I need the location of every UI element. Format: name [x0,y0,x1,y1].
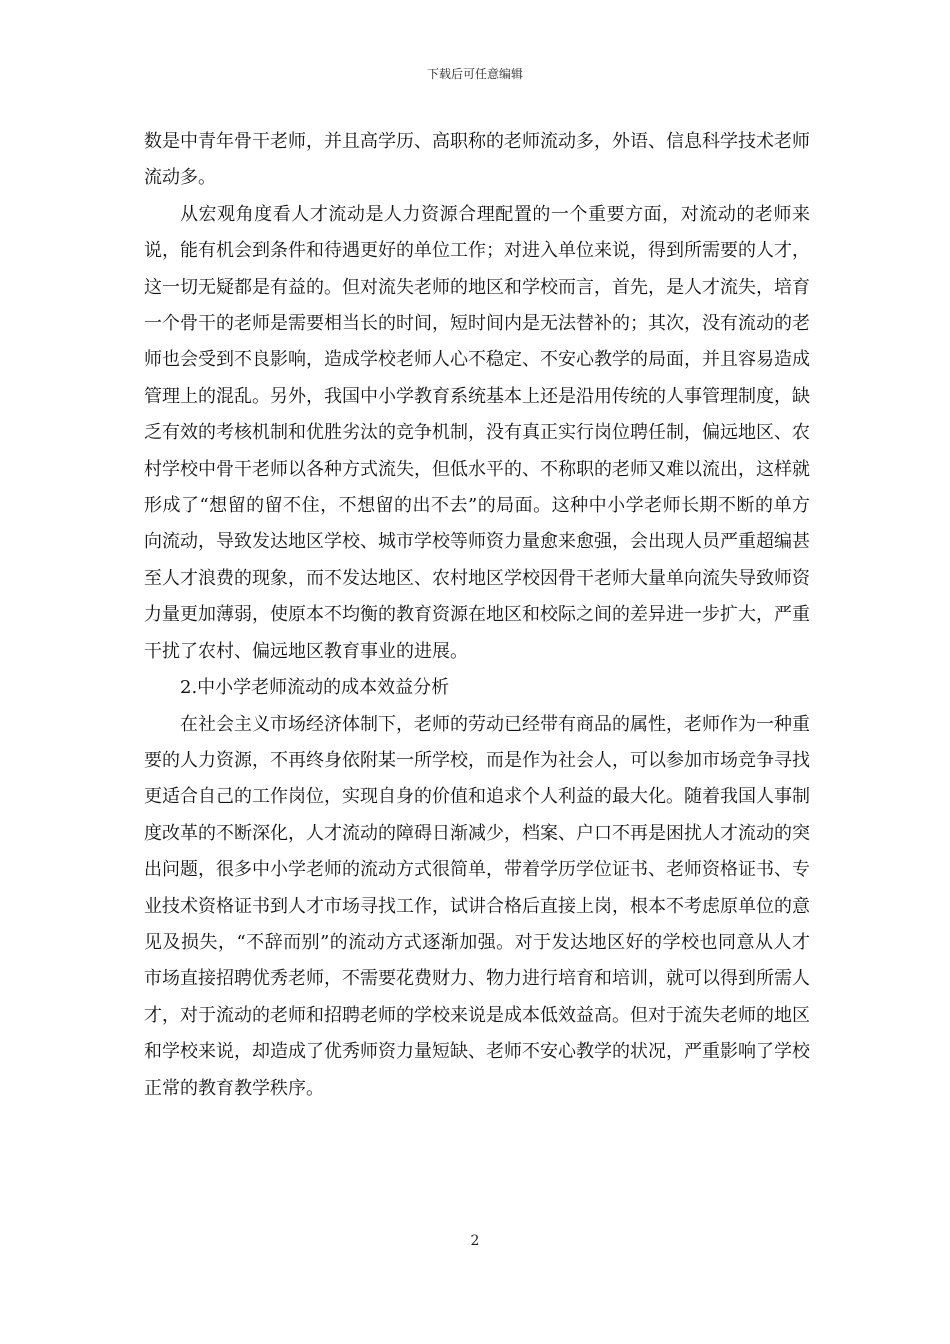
paragraph-continuation: 数是中青年骨干老师，并且高学历、高职称的老师流动多，外语、信息科学技术老师流动多。 [144,131,810,189]
page-number: 2 [470,1233,480,1249]
paragraph: 从宏观角度看人才流动是人力资源合理配置的一个重要方面，对流动的老师来说，能有机会到条件和待遇更好的单位工作；对进入单位来说，得到所需要的人才，这一切无疑都是有益的。但对流失老师的地区和学校而言，首先，是人才流失，培育一个骨干的老师是需要相当长的时间，短时间内是无法替补的；其次，没有流动的老师也会受到不良影响，造成学校老师人心不稳定、不安心教学的局面，并且容易造成管理上的混乱。另外，我国中小学教育系统基本上还是沿用传统的人事管理制度，缺乏有效的考核机制和优胜劣汰的竞争机制，没有真正实行岗位聘任制，偏远地区、农村学校中骨干老师以各种方式流失，但低水平的、不称职的老师又难以流出，这样就形成了“想留的留不住，不想留的出不去”的局面。这种中小学老师长期不断的单方向流动，导致发达地区学校、城市学校等师资力量愈来愈强，会出现人员严重超编甚至人才浪费的现象，而不发达地区、农村地区学校因骨干老师大量单向流失导致师资力量更加薄弱，使原本不均衡的教育资源在地区和校际之间的差异进一步扩大，严重干扰了农村、偏远地区教育事业的进展。 [144,203,810,662]
section-heading: 2.中小学老师流动的成本效益分析 [180,677,450,699]
paragraph: 在社会主义市场经济体制下，老师的劳动已经带有商品的属性，老师作为一种重要的人力资源，不再终身依附某一所学校，而是作为社会人，可以参加市场竞争寻找更适合自己的工作岗位，实现自身的价值和追求个人利益的最大化。随着我国人事制度改革的不断深化，人才流动的障碍日渐减少，档案、户口不再是困扰人才流动的突出问题，很多中小学老师的流动方式很简单，带着学历学位证书、老师资格证书、专业技术资格证书到人才市场寻找工作，试讲合格后直接上岗，根本不考虑原单位的意见及损失，“不辞而别”的流动方式逐渐加强。对于发达地区好的学校也同意从人才市场直接招聘优秀老师，不需要花费财力、物力进行培育和培训，就可以得到所需人才，对于流动的老师和招聘老师的学校来说是成本低效益高。但对于流失老师的地区和学校来说，却造成了优秀师资力量短缺、老师不安心教学的状况，严重影响了学校正常的教育教学秩序。 [144,713,810,1099]
document-body [144,124,810,1107]
page-header: 下载后可任意编辑 [426,67,523,81]
